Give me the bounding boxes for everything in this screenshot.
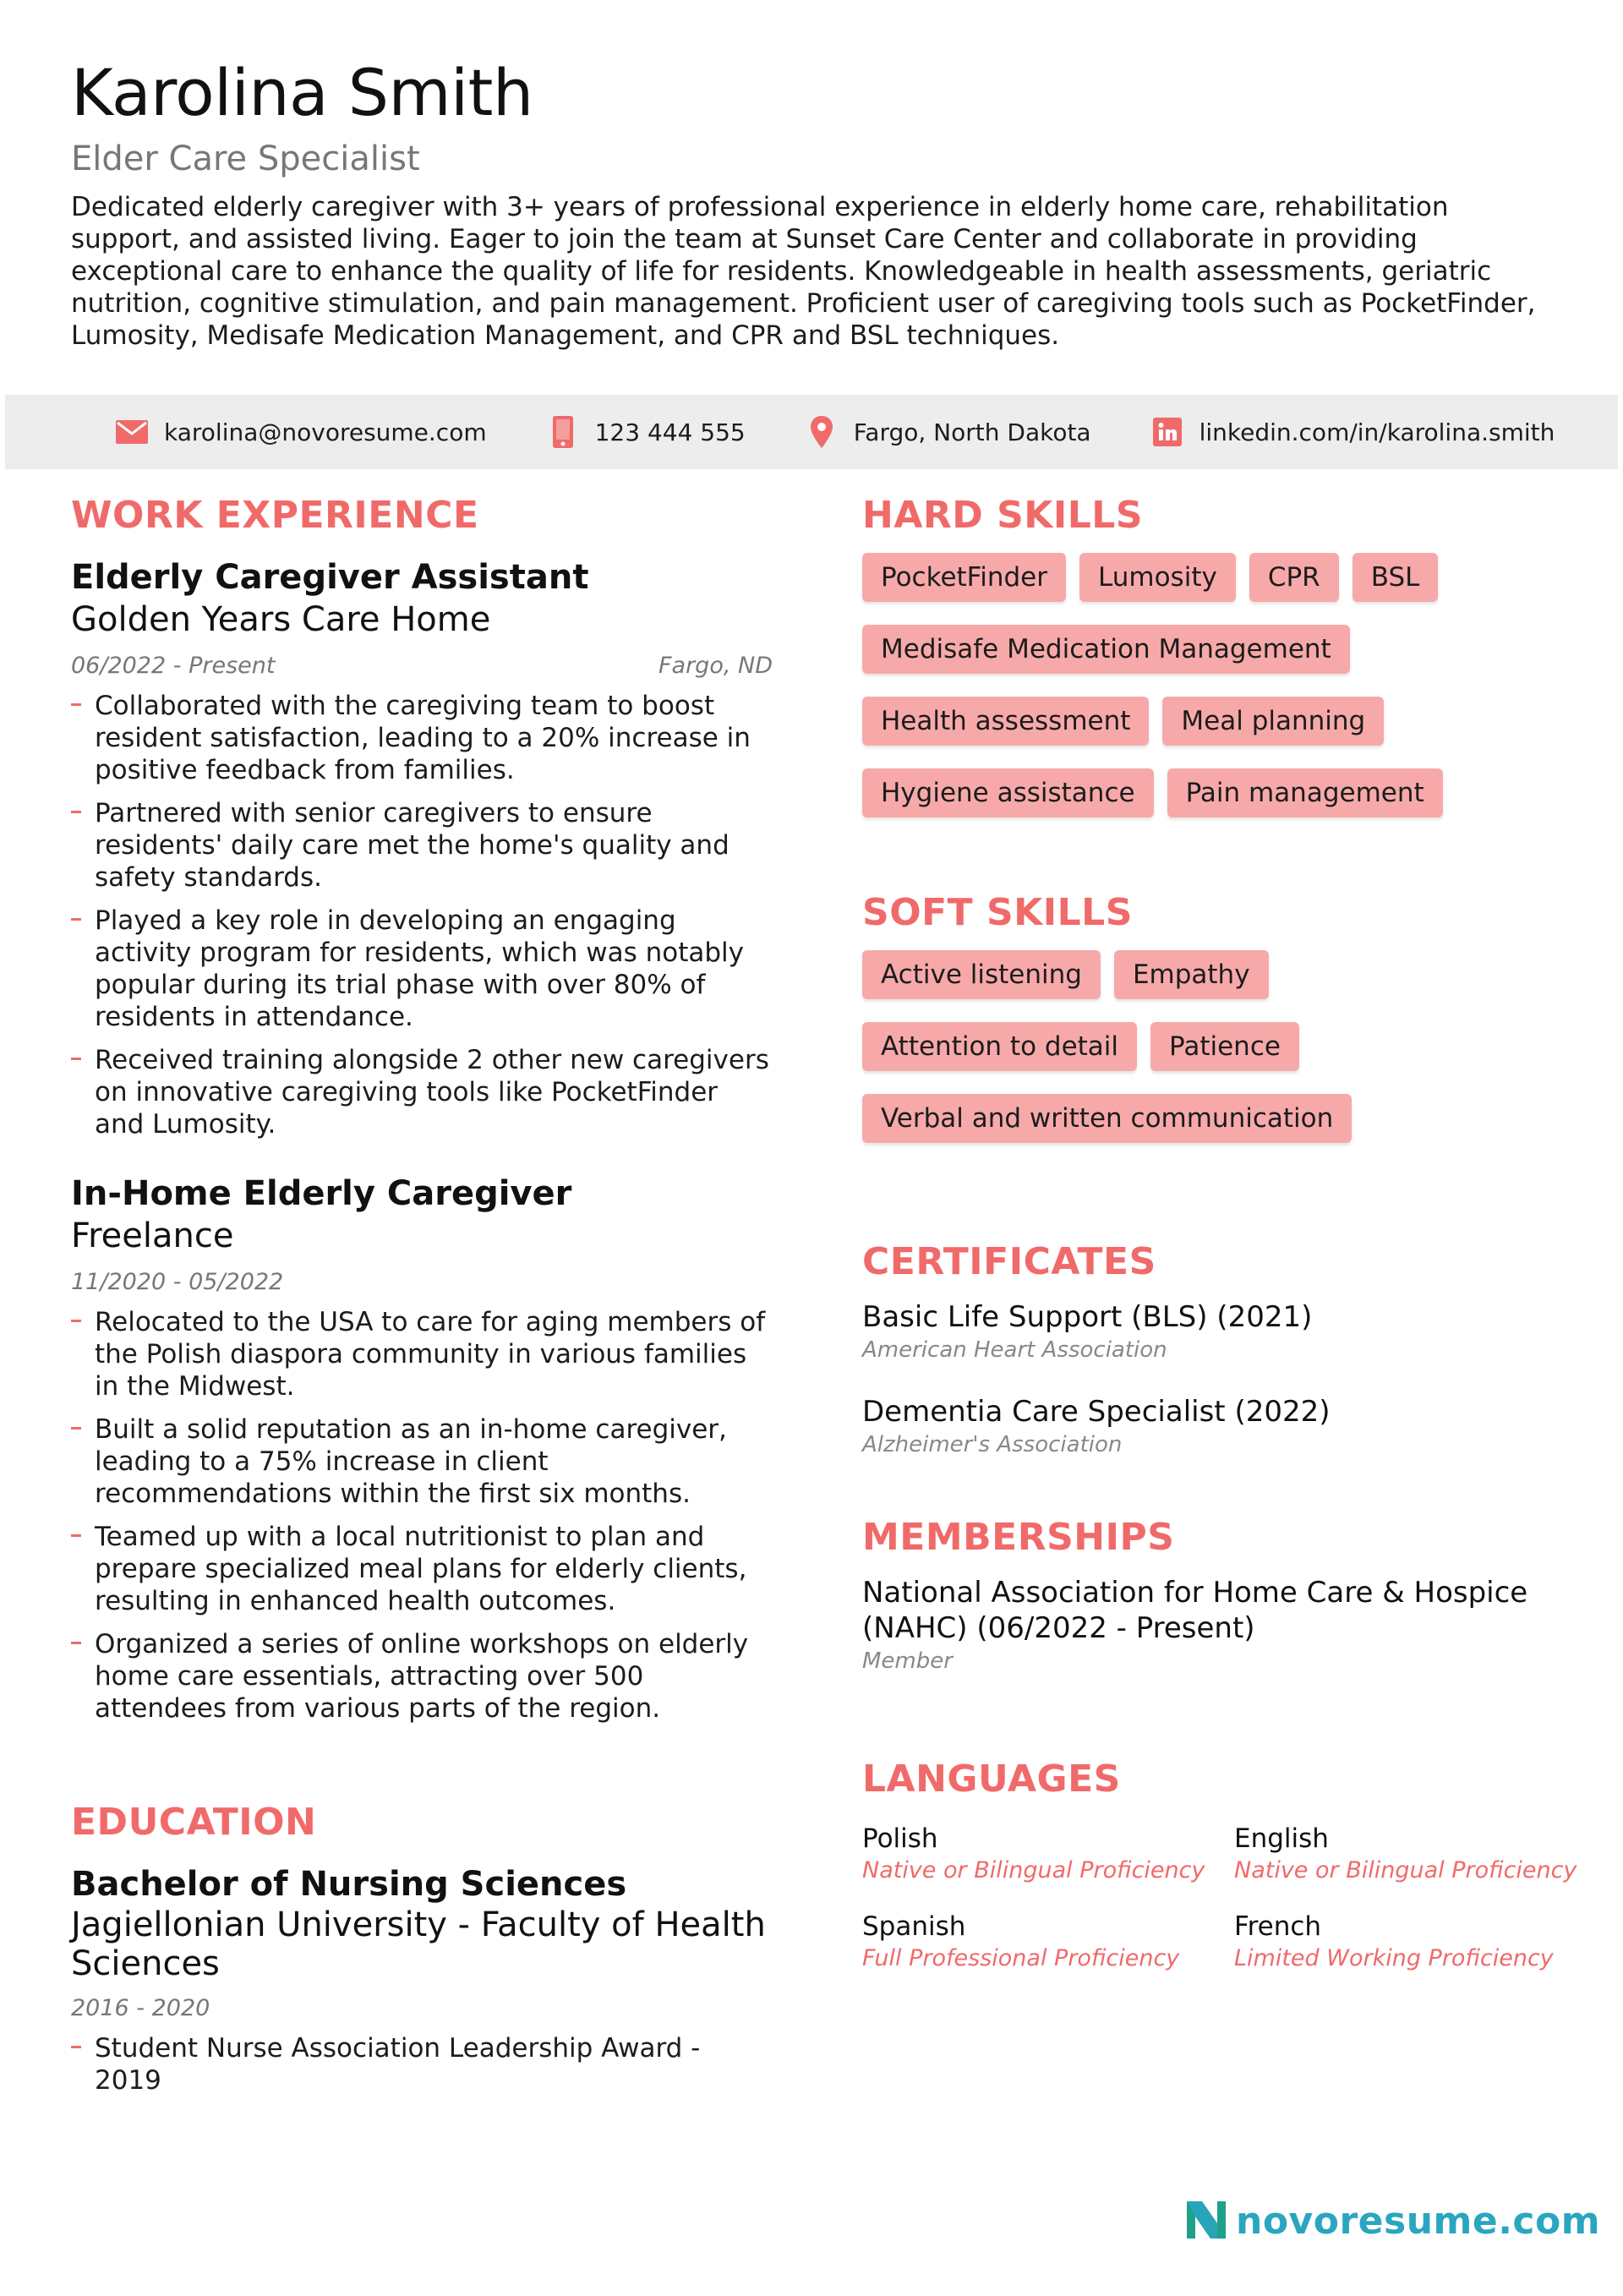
membership-role: Member bbox=[862, 1648, 953, 1674]
contact-linkedin[interactable] bbox=[1150, 415, 1555, 449]
job-entry bbox=[71, 556, 773, 1140]
bullet-item: Built a solid reputation as an in-home caregiver, leading to a 75% increase in client recommendations within the first six months. bbox=[71, 1413, 773, 1510]
language-item bbox=[862, 1910, 1234, 1974]
job-meta bbox=[71, 649, 773, 683]
language-level: Full Professional Proficiency bbox=[862, 1945, 1180, 1971]
skill-tag: CPR bbox=[1249, 553, 1339, 602]
soft-skills-heading: SOFT SKILLS bbox=[862, 891, 1133, 934]
language-level: Native or Bilingual Proficiency bbox=[862, 1857, 1205, 1883]
soft-skills-tags bbox=[862, 950, 1606, 1166]
degree-title: Bachelor of Nursing Sciences bbox=[71, 1865, 627, 1904]
candidate-title: Elder Care Specialist bbox=[71, 139, 420, 178]
novoresume-brand-text: novoresume.com bbox=[1236, 2199, 1601, 2243]
skill-tag: PocketFinder bbox=[862, 553, 1066, 602]
job-dates: 11/2020 - 05/2022 bbox=[71, 1269, 284, 1295]
job-title: Elderly Caregiver Assistant bbox=[71, 558, 589, 597]
skill-tag: Empathy bbox=[1114, 950, 1269, 999]
contact-location-text: Fargo, North Dakota bbox=[853, 418, 1091, 446]
languages-heading: LANGUAGES bbox=[862, 1758, 1121, 1801]
contact-email-text: karolina@novoresume.com bbox=[164, 418, 487, 446]
education-dates: 2016 - 2020 bbox=[71, 1995, 210, 2021]
summary-text: Dedicated elderly caregiver with 3+ years of professional experience in elderly home care, rehabilitation support, and assisted living. Eager to join the team at Sunset Care Center and collaborate in providing exceptional care to enhance the quality of life for residents. Knowledgeable in health assessments, geriatric nutrition, cognitive stimulation, and pain management. Proficient user of caregiving tools such as PocketFinder, Lumosity, Medisafe Medication Management, and CPR and BSL techniques. bbox=[71, 192, 1536, 351]
bullet-item: Played a key role in developing an engaging activity program for residents, which was notably popular during its trial phase with over 80% of residents in attendance. bbox=[71, 905, 773, 1033]
skill-tag: Hygiene assistance bbox=[862, 768, 1154, 817]
certificate-item bbox=[862, 1299, 1606, 1365]
phone-icon bbox=[546, 415, 580, 449]
membership-item bbox=[862, 1575, 1606, 1676]
contact-location[interactable] bbox=[805, 415, 1091, 449]
skill-tag: Attention to detail bbox=[862, 1022, 1137, 1071]
languages-grid bbox=[862, 1822, 1606, 1974]
novoresume-n-icon bbox=[1183, 2198, 1229, 2244]
contact-phone-text: 123 444 555 bbox=[594, 418, 746, 446]
job-bullets bbox=[71, 1306, 773, 1725]
left-column bbox=[71, 490, 773, 2107]
school-name: Jagiellonian University - Faculty of Health Sciences bbox=[71, 1905, 766, 1983]
language-item bbox=[1234, 1910, 1606, 1974]
education-entry bbox=[71, 1863, 773, 2096]
candidate-name: Karolina Smith bbox=[71, 55, 533, 130]
work-experience-heading: WORK EXPERIENCE bbox=[71, 494, 479, 537]
membership-name: National Association for Home Care & Hospice (NAHC) (06/2022 - Present) bbox=[862, 1576, 1528, 1645]
contact-email[interactable] bbox=[115, 415, 487, 449]
job-meta bbox=[71, 1266, 773, 1299]
skill-tag: Pain management bbox=[1167, 768, 1443, 817]
right-column bbox=[862, 490, 1606, 1974]
language-level: Native or Bilingual Proficiency bbox=[1234, 1857, 1577, 1883]
linkedin-icon bbox=[1150, 415, 1184, 449]
novoresume-logo[interactable] bbox=[1183, 2198, 1600, 2244]
language-name: Spanish bbox=[862, 1911, 966, 1942]
education-heading: EDUCATION bbox=[71, 1801, 317, 1844]
skill-tag: Patience bbox=[1150, 1022, 1299, 1071]
resume-header bbox=[71, 52, 1559, 352]
skill-tag: Verbal and written communication bbox=[862, 1094, 1352, 1143]
certificate-name: Basic Life Support (BLS) (2021) bbox=[862, 1300, 1313, 1334]
certificate-name: Dementia Care Specialist (2022) bbox=[862, 1395, 1331, 1429]
bullet-item: Partnered with senior caregivers to ensure residents' daily care met the home's quality and safety standards. bbox=[71, 797, 773, 894]
bullet-item: Student Nurse Association Leadership Award - 2019 bbox=[71, 2032, 773, 2096]
location-pin-icon bbox=[805, 415, 839, 449]
hard-skills-tags bbox=[862, 553, 1606, 840]
bullet-item: Teamed up with a local nutritionist to plan and prepare specialized meal plans for elderly clients, resulting in enhanced health outcomes. bbox=[71, 1521, 773, 1617]
job-dates: 06/2022 - Present bbox=[71, 653, 276, 679]
skill-tag: Medisafe Medication Management bbox=[862, 625, 1350, 674]
memberships-heading: MEMBERSHIPS bbox=[862, 1516, 1175, 1559]
bullet-item: Collaborated with the caregiving team to boost resident satisfaction, leading to a 20% increase in positive feedback from families. bbox=[71, 690, 773, 786]
contact-bar bbox=[5, 395, 1618, 469]
bullet-item: Organized a series of online workshops on elderly home care essentials, attracting over 500 attendees from various parts of the region. bbox=[71, 1628, 773, 1725]
job-location: Fargo, ND bbox=[658, 653, 773, 679]
job-organization: Freelance bbox=[71, 1216, 234, 1255]
language-name: French bbox=[1234, 1911, 1322, 1942]
language-item bbox=[1234, 1822, 1606, 1886]
education-bullets bbox=[71, 2032, 773, 2096]
language-name: Polish bbox=[862, 1823, 938, 1854]
job-organization: Golden Years Care Home bbox=[71, 600, 491, 639]
bullet-item: Relocated to the USA to care for aging members of the Polish diaspora community in various families in the Midwest. bbox=[71, 1306, 773, 1402]
certificates-heading: CERTIFICATES bbox=[862, 1240, 1156, 1283]
certificate-issuer: Alzheimer's Association bbox=[862, 1432, 1123, 1457]
language-item bbox=[862, 1822, 1234, 1886]
bullet-item: Received training alongside 2 other new caregivers on innovative caregiving tools like PocketFinder and Lumosity. bbox=[71, 1044, 773, 1140]
language-name: English bbox=[1234, 1823, 1329, 1854]
certificate-item bbox=[862, 1394, 1606, 1460]
education-meta bbox=[71, 1992, 773, 2025]
job-bullets bbox=[71, 690, 773, 1140]
skill-tag: Meal planning bbox=[1162, 697, 1384, 746]
hard-skills-heading: HARD SKILLS bbox=[862, 494, 1144, 537]
envelope-icon bbox=[115, 415, 149, 449]
contact-phone[interactable] bbox=[546, 415, 746, 449]
skill-tag: BSL bbox=[1352, 553, 1439, 602]
job-entry bbox=[71, 1173, 773, 1725]
job-title: In-Home Elderly Caregiver bbox=[71, 1174, 572, 1213]
contact-linkedin-text: linkedin.com/in/karolina.smith bbox=[1199, 418, 1555, 446]
skill-tag: Lumosity bbox=[1079, 553, 1236, 602]
skill-tag: Active listening bbox=[862, 950, 1101, 999]
skill-tag: Health assessment bbox=[862, 697, 1149, 746]
language-level: Limited Working Proficiency bbox=[1234, 1945, 1554, 1971]
certificate-issuer: American Heart Association bbox=[862, 1337, 1167, 1363]
